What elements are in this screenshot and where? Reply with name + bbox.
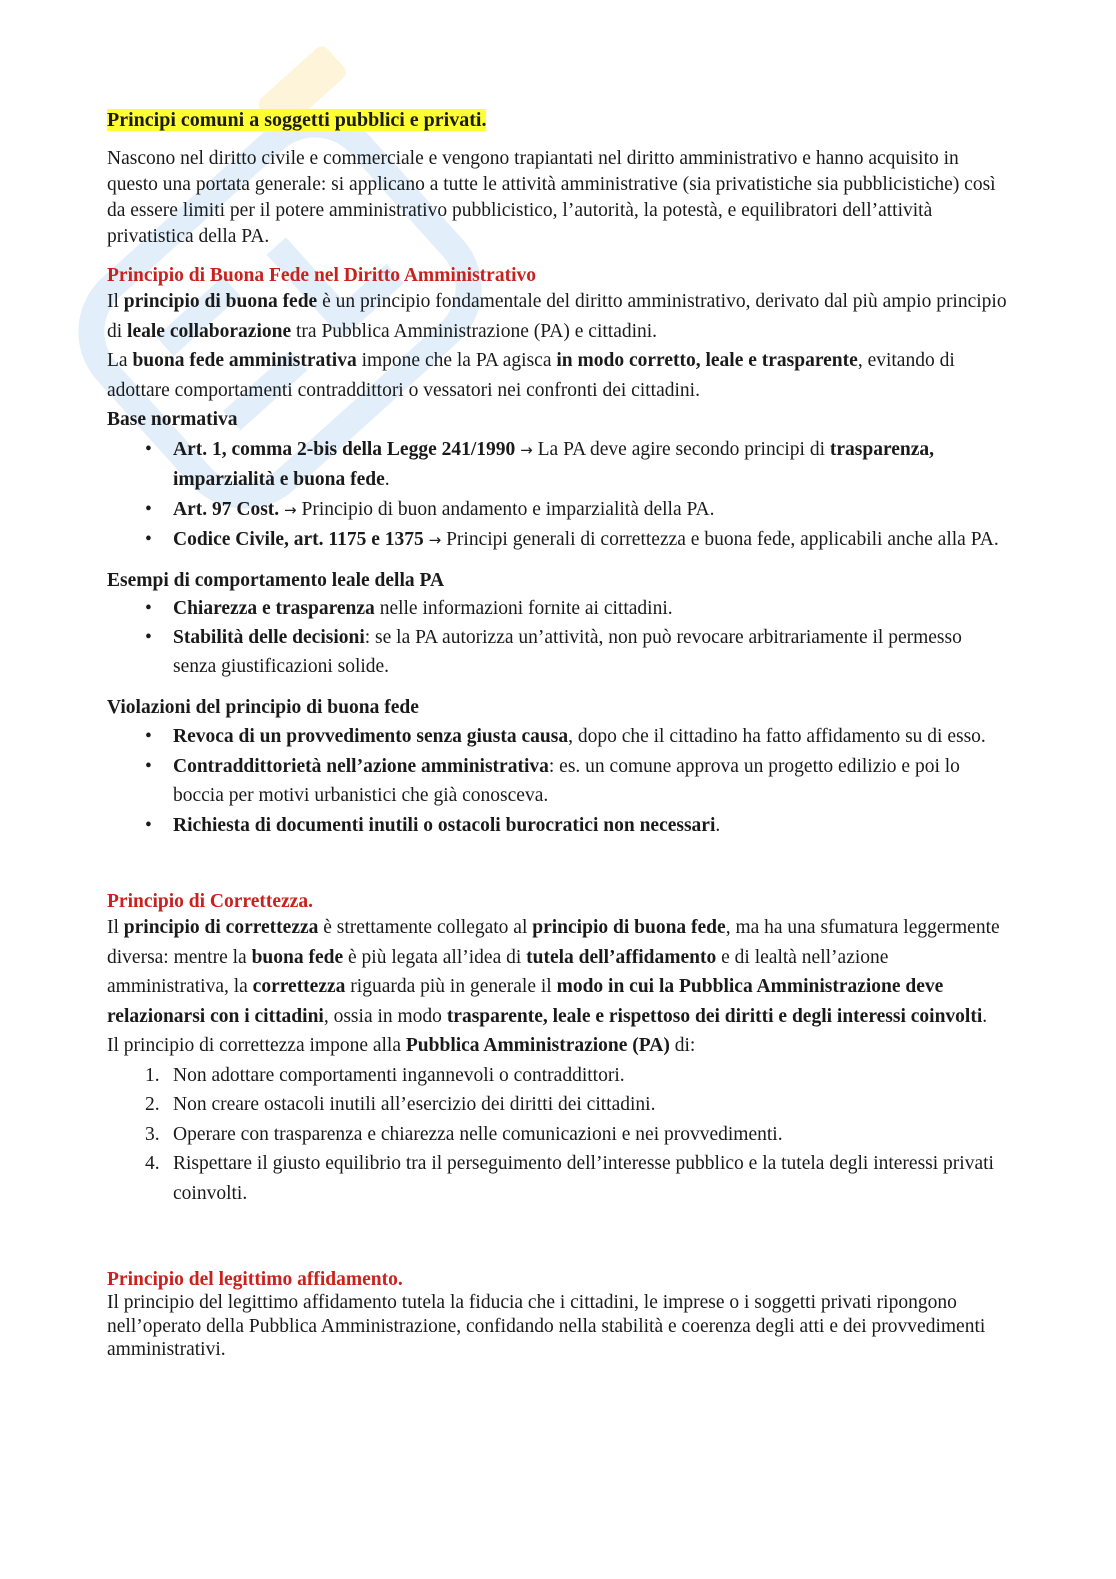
arrow-right-icon: → [284,500,297,519]
doc-title [107,106,1007,134]
list-item: • Contraddittorietà nell’azione amministrativa: es. un comune approva un progetto edilizio e poi lo boccia per motivi urbanistici che già conosceva. [107,752,1007,811]
list-item: • Chiarezza e trasparenza nelle informazioni fornite ai cittadini. [107,594,1007,623]
violazioni-list [107,722,1007,840]
correttezza-paragraph-2: Il principio di correttezza impone alla Pubblica Amministrazione (PA) di: [107,1035,696,1056]
base-normativa-list [107,435,1007,556]
highlighted-title: Principi comuni a soggetti pubblici e privati. [107,109,487,131]
buona-fede-paragraph-2: La buona fede amministrativa impone che la PA agisca in modo corretto, leale e trasparente, evitando di adottare comportamenti contraddittori o vessatori nei confronti dei cittadini. [107,350,955,401]
section-heading-buona-fede: Principio di Buona Fede nel Diritto Amministrativo [107,265,536,286]
list-item: • Stabilità delle decisioni: se la PA autorizza un’attività, non può revocare arbitrariamente il permesso senza giustificazioni solide. [107,623,1007,681]
list-item: 3. Operare con trasparenza e chiarezza nelle comunicazioni e nei provvedimenti. [145,1123,783,1145]
list-item: • Art. 1, comma 2-bis della Legge 241/1990 → La PA deve agire secondo principi di trasparenza, imparzialità e buona fede. [107,435,1007,495]
correttezza-list [107,1061,1007,1209]
section-heading-correttezza: Principio di Correttezza. [107,891,313,912]
list-item: 1. Non adottare comportamenti ingannevoli o contraddittori. [145,1064,625,1086]
list-item: 4. Rispettare il giusto equilibrio tra il perseguimento dell’interesse pubblico e la tutela degli interessi privati coinvolti. [145,1153,994,1204]
intro-paragraph: Nascono nel diritto civile e commerciale e vengono trapiantati nel diritto amministrativo e hanno acquisito in questo una portata generale: si applicano a tutte le attività amministrative (sia privatistiche sia pubblicistiche) così da essere limiti per il potere amministrativo pubblicistico, l’autorità, la potestà, e equilibratori dell’attività privatistica della PA. [107,148,996,247]
arrow-right-icon: → [428,531,442,549]
document-body [107,106,1007,1362]
esempi-list [107,594,1007,681]
list-item: • Art. 97 Cost. → Principio di buon andamento e imparzialità della PA. [107,495,1007,526]
arrow-right-icon: → [520,440,533,459]
section-heading-legittimo-affidamento: Principio del legittimo affidamento. [107,1269,403,1290]
affidamento-paragraph: Il principio del legittimo affidamento tutela la fiducia che i cittadini, le imprese o i soggetti privati ripongono nell’operato della Pubblica Amministrazione, confidando nella stabilità e coerenza degli atti e dei provvedimenti amministrativi. [107,1292,986,1360]
esempi-heading: Esempi di comportamento leale della PA [107,569,445,591]
list-item: • Revoca di un provvedimento senza giusta causa, dopo che il cittadino ha fatto affidamento su di esso. [107,722,1007,752]
violazioni-heading: Violazioni del principio di buona fede [107,696,419,718]
buona-fede-paragraph-1: Il principio di buona fede è un principio fondamentale del diritto amministrativo, derivato dal più ampio principio di leale collaborazione tra Pubblica Amministrazione (PA) e cittadini. [107,291,1007,342]
list-item: • Codice Civile, art. 1175 e 1375 → Principi generali di correttezza e buona fede, applicabili anche alla PA. [107,525,1007,556]
base-normativa-heading: Base normativa [107,409,238,430]
list-item: 2. Non creare ostacoli inutili all’esercizio dei diritti dei cittadini. [145,1094,656,1115]
list-item: • Richiesta di documenti inutili o ostacoli burocratici non necessari. [107,811,1007,841]
correttezza-paragraph-1: Il principio di correttezza è strettamente collegato al principio di buona fede, ma ha una sfumatura leggermente diversa: mentre la buona fede è più legata all’idea di tutela dell’affidamento e di lealtà nell’azione amministrativa, la correttezza riguarda più in generale il modo in cui la Pubblica Amministrazione deve relazionarsi con i cittadini, ossia in modo trasparente, leale e rispettoso dei diritti e degli interessi coinvolti. [107,917,1000,1027]
